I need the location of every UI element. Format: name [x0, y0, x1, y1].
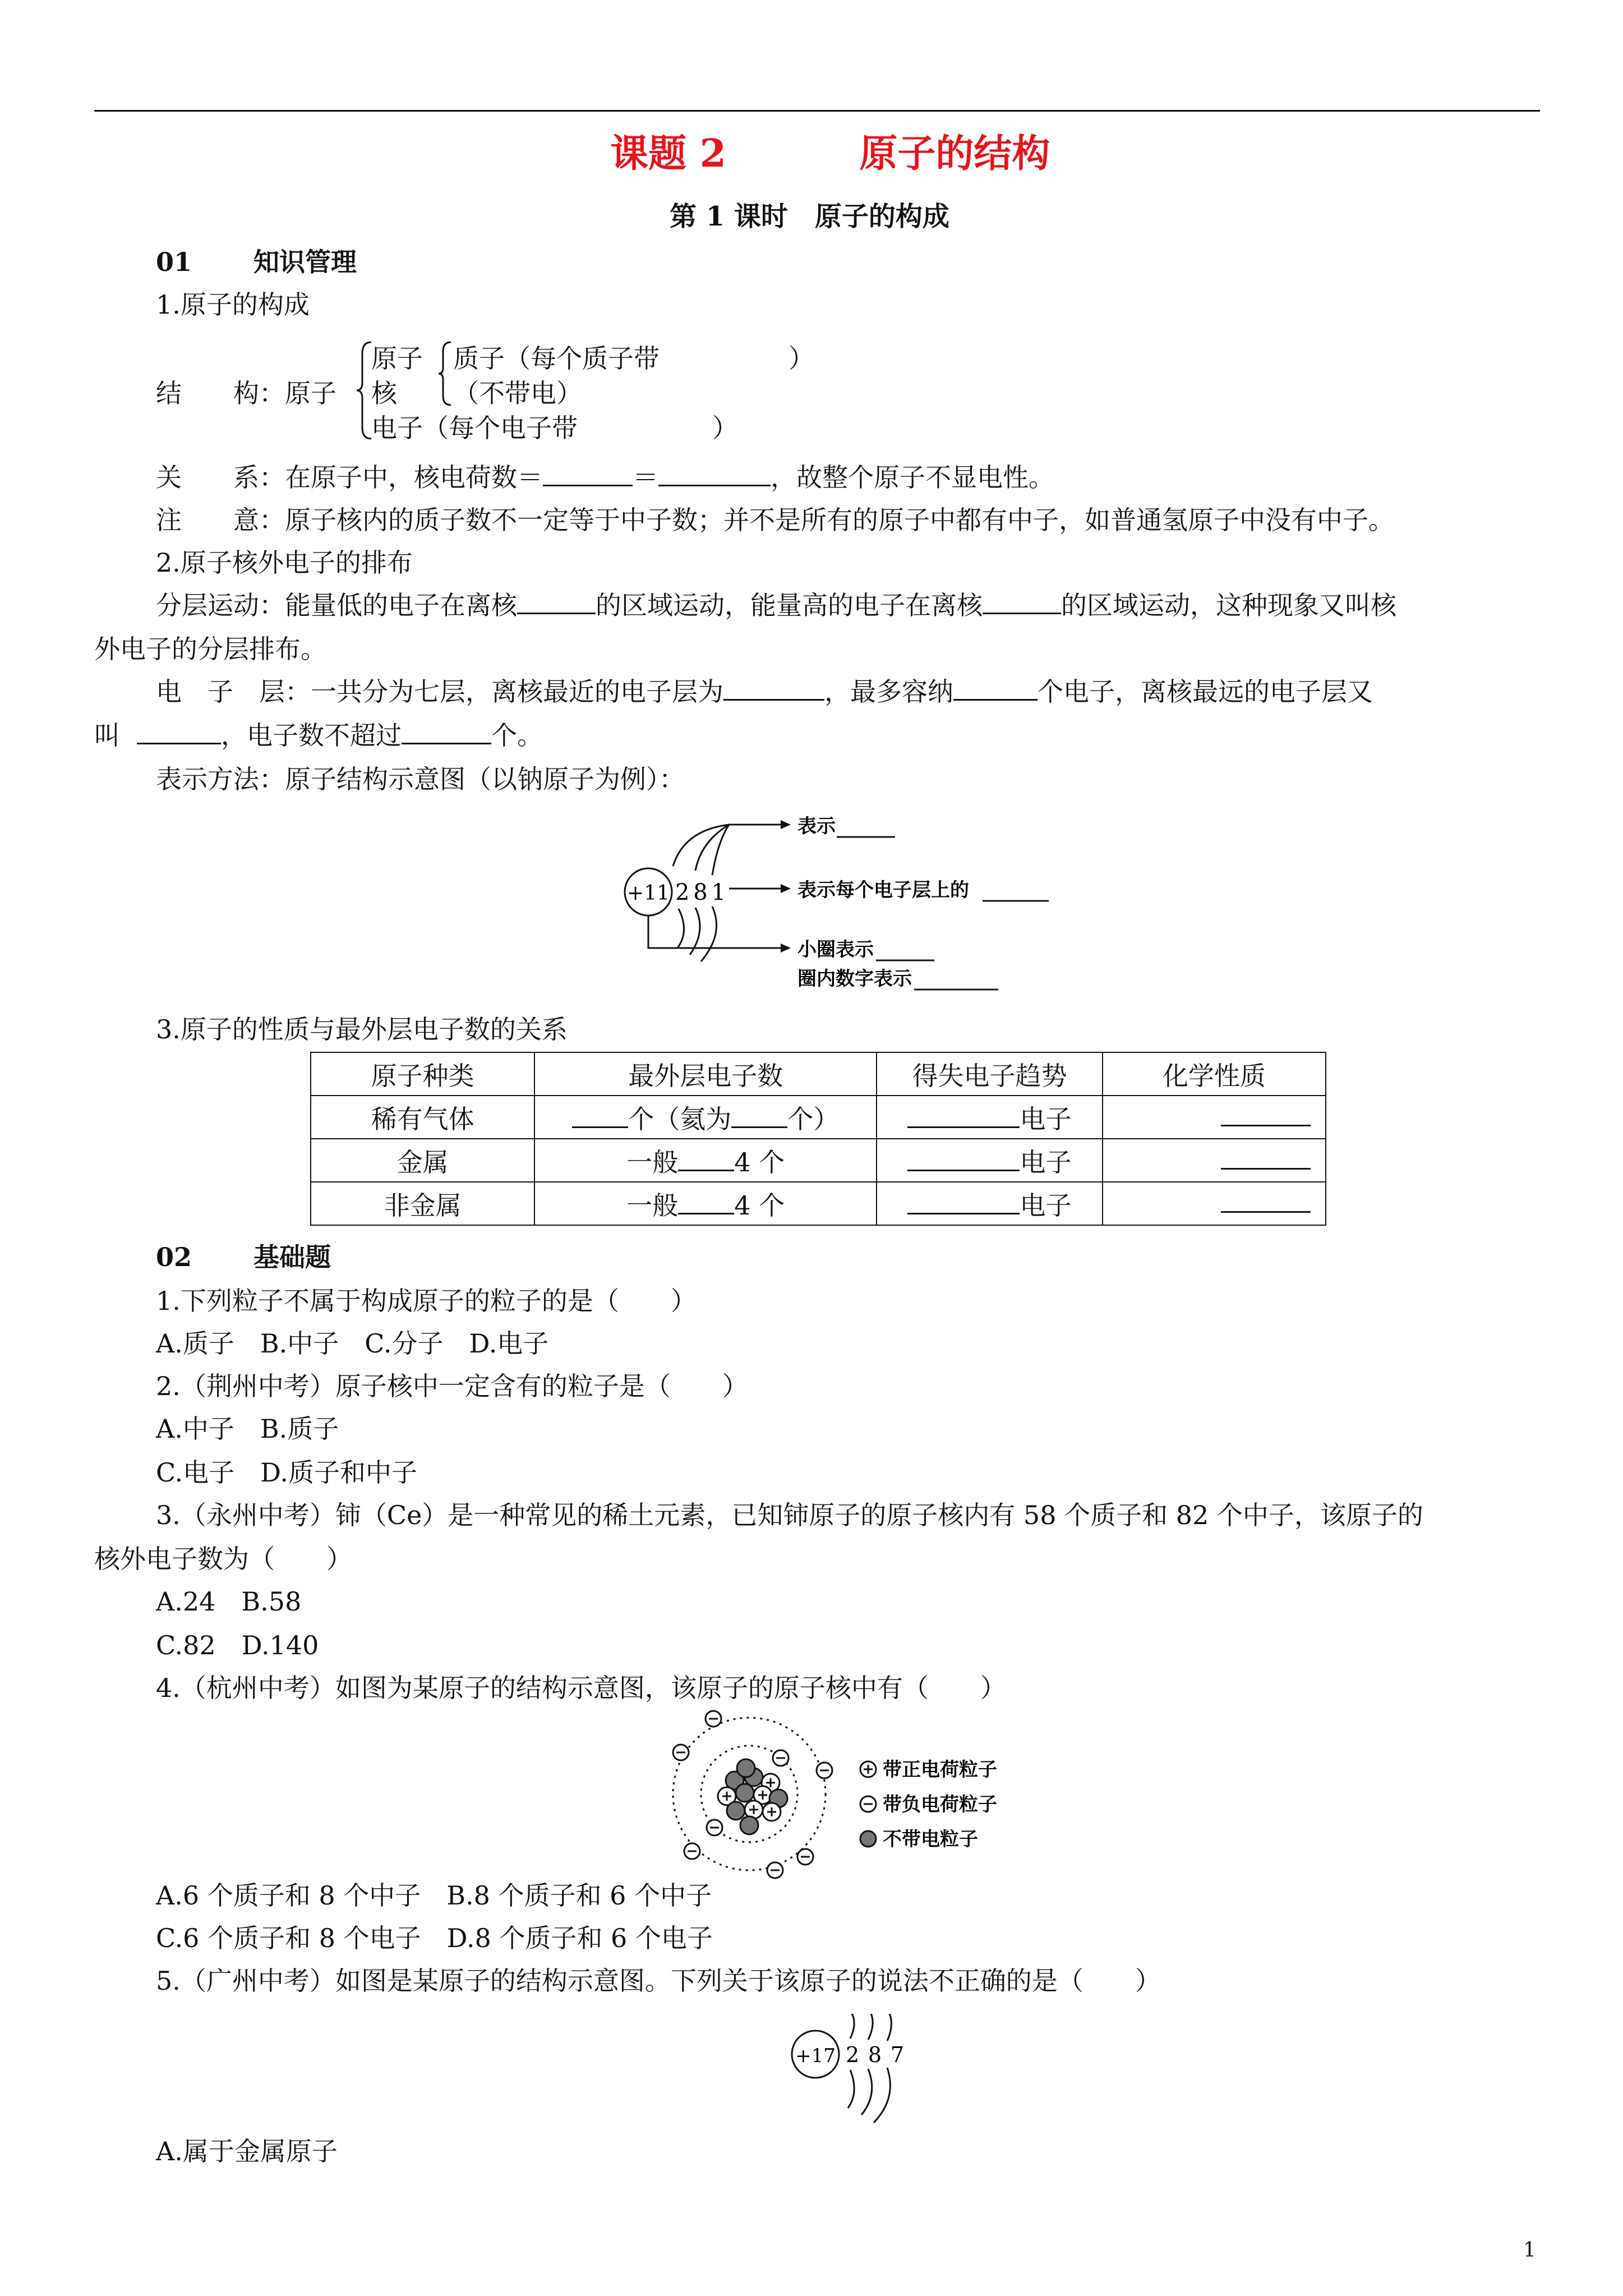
blank-outer-shell[interactable] [137, 720, 221, 744]
p1-title: 1.原子的构成 [156, 289, 310, 320]
blank-layer-far[interactable] [983, 590, 1061, 614]
blank-first-shell[interactable] [723, 677, 824, 701]
blank-max-outer[interactable] [402, 720, 491, 744]
th-trend: 得失电子趋势 [877, 1052, 1102, 1096]
cl-shells: 2 8 7 [846, 2042, 904, 2067]
na-ann-2: 表示每个电子层上的 [797, 879, 969, 901]
na-ann-3: 小圈表示 [797, 938, 874, 961]
blank-layer-near[interactable] [517, 590, 596, 614]
question-5-option-a: A.属于金属原子 [156, 2136, 338, 2166]
legend-positive: 带正电荷粒子 [883, 1759, 997, 1781]
table-row: 非金属 一般 4 个 电子 [311, 1182, 1326, 1225]
subtitle: 第 1 课时 原子的构成 [670, 201, 949, 232]
question-2-options-2: C.电子 D.质子和中子 [156, 1457, 418, 1488]
shell-line-2: 叫 ，电子数不超过 个。 [94, 720, 543, 751]
struct-neutron: （不带电） [453, 378, 582, 408]
blank-cell[interactable] [731, 1104, 787, 1128]
blank-cell[interactable] [1221, 1145, 1311, 1170]
question-2: 2.（荆州中考）原子核中一定含有的粒子是（ ） [156, 1371, 748, 1401]
na-shells: 2 8 1 [675, 880, 726, 905]
relation-line: 关 系：在原子中，核电荷数＝ ＝ ，故整个原子不显电性。 [156, 462, 1054, 493]
page-number: 1 [1523, 2239, 1536, 2262]
title-main: 原子的结构 [859, 131, 1050, 176]
blank-cell[interactable] [907, 1190, 1020, 1214]
struct-core: 原子 [371, 343, 423, 374]
th-outer: 最外层电子数 [534, 1052, 877, 1096]
question-5: 5.（广州中考）如图是某原子的结构示意图。下列关于该原子的说法不正确的是（ ） [156, 1966, 1161, 1996]
top-rule [94, 110, 1540, 112]
na-ann-1: 表示 [797, 815, 836, 838]
method-line: 表示方法：原子结构示意图（以钠原子为例）： [156, 764, 685, 794]
question-4: 4.（杭州中考）如图为某原子的结构示意图，该原子的原子核中有（ ） [156, 1673, 1006, 1703]
table-row: 金属 一般 4 个 电子 [311, 1139, 1326, 1182]
na-ann-4: 圈内数字表示 [797, 968, 912, 990]
section-label-01: 01 知识管理 [156, 247, 357, 277]
struct-label: 结 构：原子 [156, 378, 336, 408]
question-3-options-2: C.82 D.140 [156, 1630, 319, 1660]
blank-cell[interactable] [907, 1104, 1020, 1128]
legend-neutral: 不带电粒子 [883, 1828, 978, 1851]
question-3-line-2: 核外电子数为（ ） [94, 1544, 352, 1574]
question-2-options-1: A.中子 B.质子 [156, 1414, 339, 1444]
sodium-structure-diagram [617, 808, 1099, 999]
blank-relation-2[interactable] [658, 462, 771, 486]
blank-relation-1[interactable] [543, 462, 633, 486]
question-3-line-1: 3.（永州中考）铈（Ce）是一种常见的稀土元素，已知铈原子的原子核内有 58 个质子和 82 个中子，该原子的 [156, 1500, 1423, 1530]
question-3-options-1: A.24 B.58 [156, 1586, 302, 1617]
legend-negative: 带负电荷粒子 [883, 1793, 997, 1816]
atom-model-diagram [667, 1708, 1038, 1881]
cl-nucleus: +17 [795, 2045, 836, 2067]
question-1-options: A.质子 B.中子 C.分子 D.电子 [156, 1328, 549, 1359]
question-4-options-1: A.6 个质子和 8 个中子 B.8 个质子和 6 个中子 [156, 1880, 712, 1911]
na-nucleus: +11 [627, 882, 670, 905]
struct-brace-inner [436, 340, 453, 407]
page-title [610, 130, 1050, 177]
blank-cell[interactable] [907, 1147, 1020, 1171]
title-number: 课题 2 [610, 131, 726, 176]
blank-max-electrons[interactable] [953, 677, 1038, 701]
chlorine-structure-diagram [784, 2014, 919, 2126]
blank-cell[interactable] [678, 1147, 734, 1171]
table-row: 稀有气体 个（氦为 个） 电子 [311, 1096, 1326, 1139]
blank-cell[interactable] [1221, 1102, 1311, 1126]
th-kind: 原子种类 [311, 1052, 534, 1096]
table-header-row [311, 1052, 1326, 1096]
question-1: 1.下列粒子不属于构成原子的粒子的是（ ） [156, 1286, 697, 1316]
note-line: 注 意：原子核内的质子数不一定等于中子数；并不是所有的原子中都有中子，如普通氢原子中没有中子。 [156, 505, 1394, 535]
struct-electron: 电子（每个电子带 ） [371, 413, 738, 443]
layer-line-2: 外电子的分层排布。 [94, 634, 326, 664]
struct-core-2: 核 [371, 378, 397, 408]
p3-title: 3.原子的性质与最外层电子数的关系 [156, 1014, 568, 1045]
section-label-02: 02 基础题 [156, 1242, 331, 1272]
blank-cell[interactable] [678, 1190, 734, 1214]
atom-properties-table [310, 1052, 1326, 1226]
th-chem: 化学性质 [1103, 1052, 1326, 1096]
p2-title: 2.原子核外电子的排布 [156, 547, 413, 578]
struct-proton: 质子（每个质子带 ） [453, 343, 814, 374]
blank-cell[interactable] [1221, 1189, 1311, 1213]
question-4-options-2: C.6 个质子和 8 个电子 D.8 个质子和 6 个电子 [156, 1923, 713, 1953]
blank-cell[interactable] [572, 1104, 628, 1128]
layer-line-1: 分层运动：能量低的电子在离核 的区域运动，能量高的电子在离核 的区域运动，这种现象又叫核 [156, 590, 1396, 620]
shell-line-1: 电 子 层：一共分为七层，离核最近的电子层为 ，最多容纳 个电子，离核最远的电子层又 [156, 677, 1373, 707]
